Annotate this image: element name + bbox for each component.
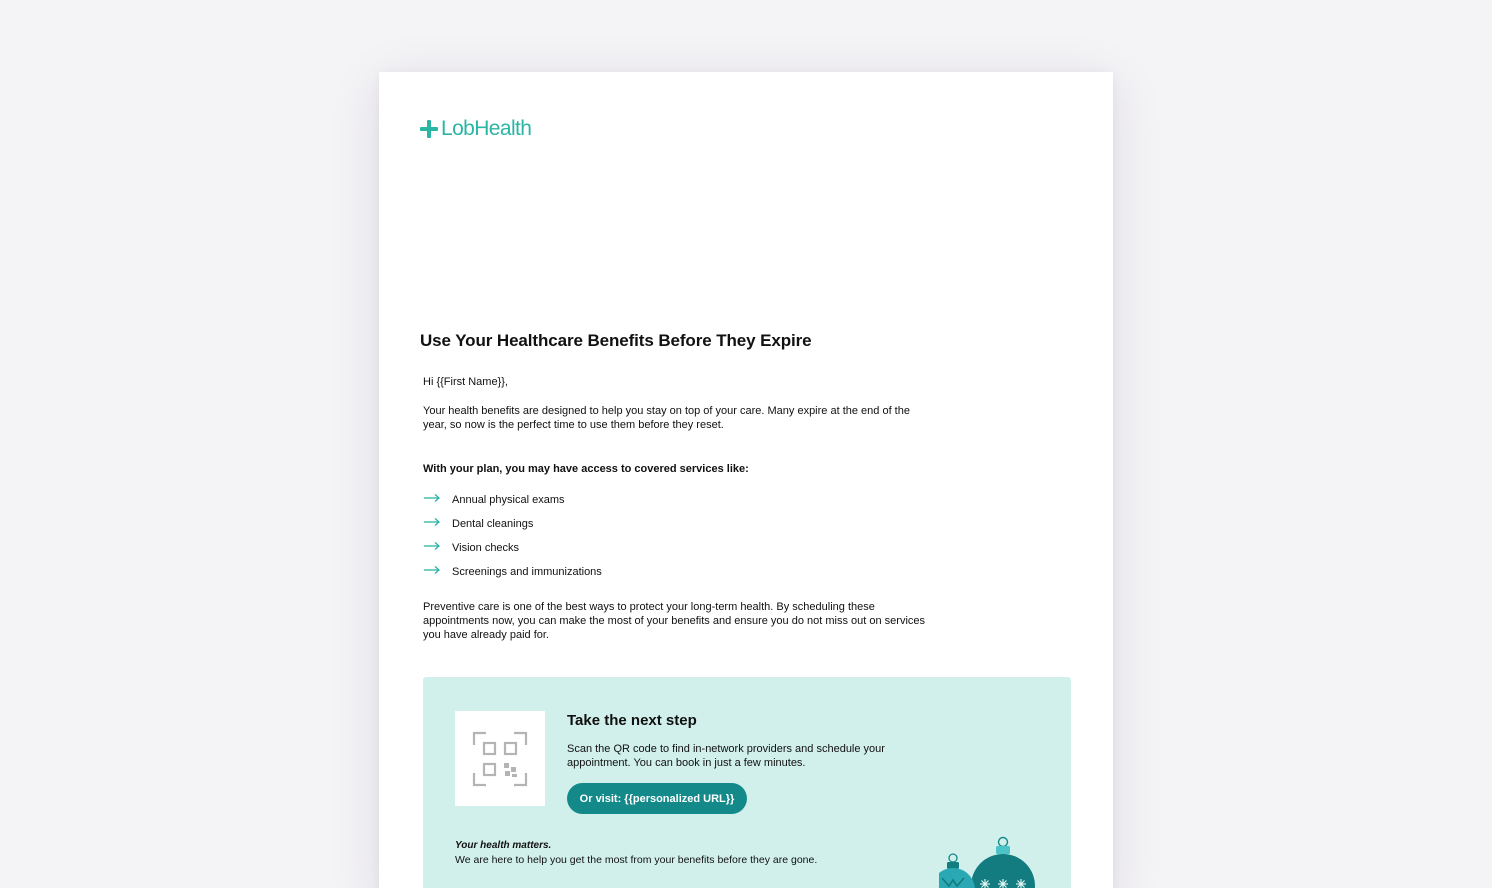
arrow-right-icon xyxy=(423,565,441,575)
list-item xyxy=(423,488,602,512)
plus-icon xyxy=(420,120,438,138)
brand-logo xyxy=(420,116,531,142)
service-label: Dental cleanings xyxy=(452,518,534,530)
logo-text: LobHealth xyxy=(441,117,532,140)
intro-paragraph: Your health benefits are designed to help you stay on top of your care. Many expire at the end of the year, so now is the perfect time to use them before they reset. xyxy=(423,405,910,431)
ornaments-icon xyxy=(939,832,1049,888)
list-item xyxy=(423,536,602,560)
arrow-right-icon xyxy=(423,541,441,551)
service-label: Vision checks xyxy=(452,542,520,554)
preventive-paragraph: Preventive care is one of the best ways to protect your long-term health. By scheduling these appointments now, you can make the most of your benefits and ensure you do not miss out on services you have already paid for. xyxy=(423,601,926,641)
cta-title: Take the next step xyxy=(567,712,697,729)
cta-description: Scan the QR code to find in-network providers and schedule your appointment. You can book in just a few minutes. xyxy=(567,743,885,769)
letter-page xyxy=(379,72,1113,888)
service-label: Screenings and immunizations xyxy=(452,566,602,578)
qr-code-icon xyxy=(472,731,528,787)
arrow-right-icon xyxy=(423,493,441,503)
footer-emphasis: Your health matters. xyxy=(455,840,552,851)
list-item xyxy=(423,512,602,536)
arrow-right-icon xyxy=(423,517,441,527)
greeting: Hi {{First Name}}, xyxy=(423,376,508,388)
service-label: Annual physical exams xyxy=(452,494,565,506)
footer-text: We are here to help you get the most from your benefits before they are gone. xyxy=(455,854,818,866)
services-list xyxy=(423,488,602,584)
services-heading: With your plan, you may have access to covered services like: xyxy=(423,463,749,475)
personalized-url-button[interactable]: Or visit: {{personalized URL}} xyxy=(567,783,747,814)
letter-title: Use Your Healthcare Benefits Before They Expire xyxy=(420,331,812,350)
cta-panel xyxy=(423,677,1071,888)
list-item xyxy=(423,560,602,584)
qr-code-placeholder[interactable] xyxy=(455,711,545,806)
